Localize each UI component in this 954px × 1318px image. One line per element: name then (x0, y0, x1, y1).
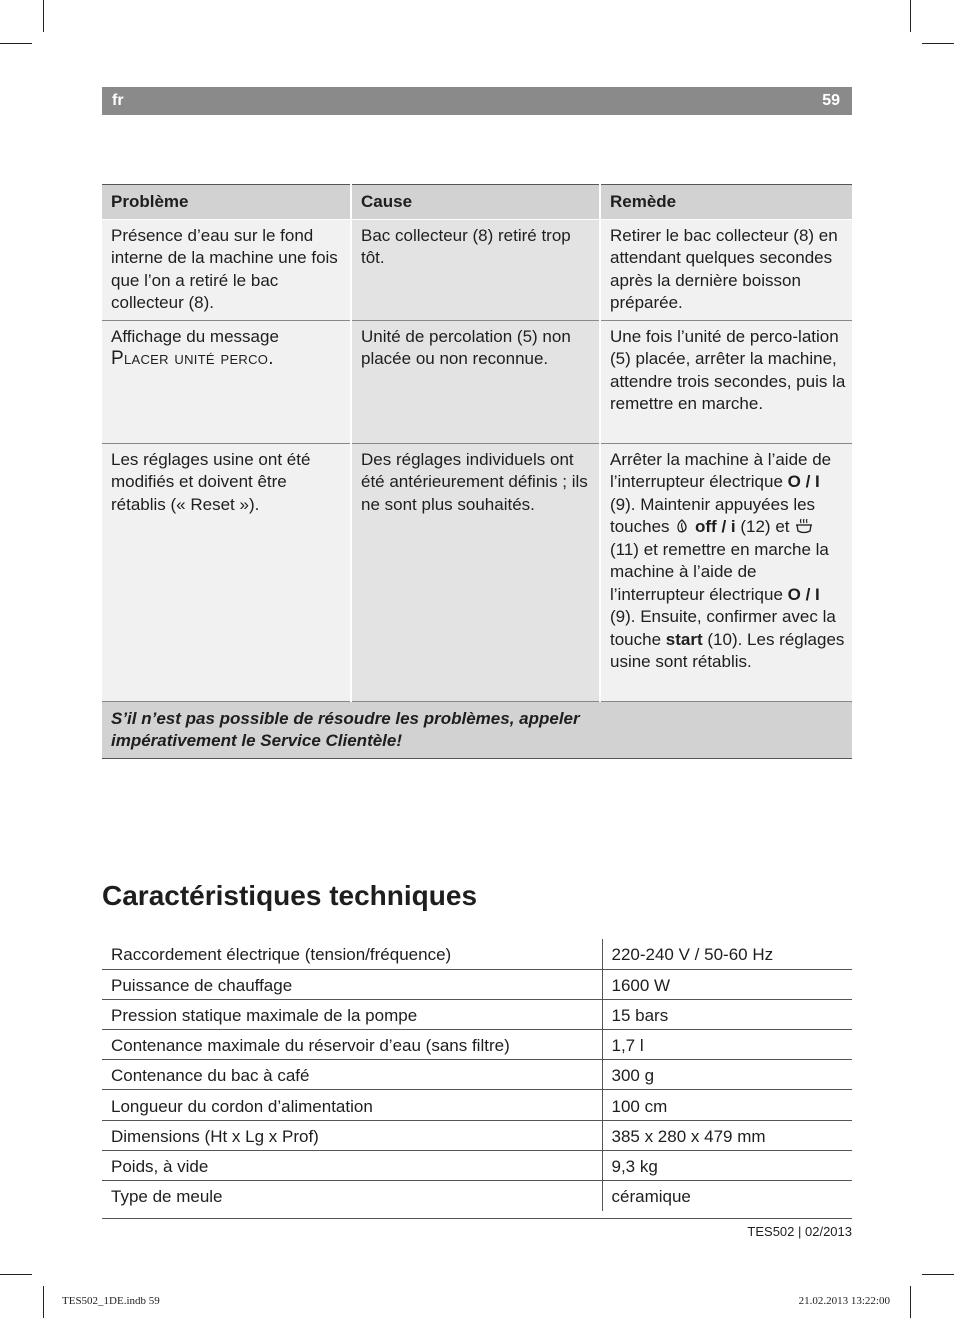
remedy-text: (10). Les réglages usine sont rétablis. (610, 629, 845, 671)
spec-label: Puissance de chauffage (102, 969, 602, 999)
spec-row (102, 999, 852, 1029)
spec-value: 1,7 l (602, 1030, 852, 1060)
spec-label: Poids, à vide (102, 1150, 602, 1180)
spec-label: Longueur du cordon d’alimentation (102, 1090, 602, 1120)
crop-mark (910, 0, 911, 32)
troubleshooting-table (102, 184, 852, 759)
section-title: Caractéristiques techniques (102, 880, 478, 911)
table-footer-row (102, 701, 852, 758)
spec-row (102, 969, 852, 999)
power-switch-label: O / I (787, 472, 820, 491)
table-header-row (102, 185, 852, 220)
spec-label: Contenance du bac à café (102, 1060, 602, 1090)
problem-text: Affichage du message (111, 326, 279, 346)
header-remedy: Remède (600, 185, 852, 220)
page-header (102, 87, 852, 115)
crop-mark (922, 43, 954, 44)
spec-label: Pression statique maximale de la pompe (102, 999, 602, 1029)
print-slug-date: 21.02.2013 13:22:00 (798, 1295, 890, 1307)
spec-value: céramique (611, 1187, 691, 1207)
spec-value: 385 x 280 x 479 mm (602, 1120, 852, 1150)
bottom-rule (102, 1218, 852, 1219)
spec-value: 1600 W (602, 969, 852, 999)
spec-row (102, 1181, 852, 1211)
remedy-cell: Retirer le bac collecteur (8) en attendant quelques secondes après la dernière boisson préparée. (600, 219, 852, 320)
spec-row (102, 1120, 852, 1150)
cause-cell: Bac collecteur (8) retiré trop tôt. (351, 219, 600, 320)
specifications-table (102, 939, 852, 1211)
power-switch-label: O / I (787, 584, 820, 604)
spec-value: 15 bars (602, 999, 852, 1029)
table-row (102, 443, 852, 701)
crop-mark (0, 1274, 32, 1275)
spec-label: Type de meule (102, 1181, 602, 1211)
service-notice (102, 701, 852, 758)
spec-row (102, 1060, 852, 1090)
spec-label: Raccordement électrique (tension/fréquence) (102, 939, 602, 969)
start-key-label: start (665, 629, 703, 649)
service-notice-text: S’il n’est pas possible de résoudre les problèmes, appeler impérativement le Service Clientèle! (111, 708, 580, 750)
document-reference: TES502 | 02/2013 (747, 1224, 852, 1239)
remedy-text: (11) et remettre en marche la machine à l’aide de l’interrupteur électrique (610, 539, 829, 604)
page-number: 59 (822, 92, 840, 109)
remedy-text: (9). Maintenir appuyées les touches (610, 494, 816, 536)
cause-cell: Des réglages individuels ont été antérieurement définis ; ils ne sont plus souhaités. (351, 443, 600, 701)
spec-value: 300 g (602, 1060, 852, 1090)
remedy-text: (12) et (740, 517, 790, 536)
spec-row (102, 1150, 852, 1180)
remedy-cell (600, 443, 852, 701)
coffee-strength-icon (674, 518, 690, 534)
crop-mark (922, 1274, 954, 1275)
spec-row (102, 939, 852, 969)
spec-row (102, 1090, 852, 1120)
crop-mark (0, 43, 32, 44)
hot-water-cup-icon (794, 518, 814, 534)
table-row (102, 219, 852, 320)
spec-label: Contenance maximale du réservoir d’eau (sans filtre) (102, 1030, 602, 1060)
problem-cell: Les réglages usine ont été modifiés et doivent être rétablis (« Reset »). (102, 443, 351, 701)
remedy-cell: Une fois l’unité de perco-lation (5) placée, arrêter la machine, attendre trois secondes, puis la remettre en marche. (600, 320, 852, 443)
problem-cell: Présence d’eau sur le fond interne de la machine une fois que l’on a retiré le bac collecteur (8). (102, 219, 351, 320)
cause-cell: Unité de percolation (5) non placée ou non reconnue. (351, 320, 600, 443)
header-problem: Problème (102, 185, 351, 220)
display-message: Placer unité perco. (111, 348, 274, 369)
off-info-key-label: off / i (695, 517, 736, 536)
spec-value: 100 cm (602, 1090, 852, 1120)
crop-mark (910, 1286, 911, 1318)
spec-label: Dimensions (Ht x Lg x Prof) (102, 1120, 602, 1150)
spec-value: 9,3 kg (602, 1150, 852, 1180)
remedy-text: (9). Ensuite, confirmer avec la touche (610, 607, 836, 649)
remedy-text: Arrêter la machine à l’aide de l’interrupteur électrique (610, 449, 832, 491)
print-slug-file: TES502_1DE.indb 59 (62, 1295, 160, 1307)
spec-row (102, 1030, 852, 1060)
spec-value: 220-240 V / 50-60 Hz (602, 939, 852, 969)
header-cause: Cause (351, 185, 600, 220)
problem-cell (102, 320, 351, 443)
crop-mark (43, 0, 44, 32)
language-code: fr (112, 92, 124, 109)
crop-mark (43, 1286, 44, 1318)
table-row (102, 320, 852, 443)
